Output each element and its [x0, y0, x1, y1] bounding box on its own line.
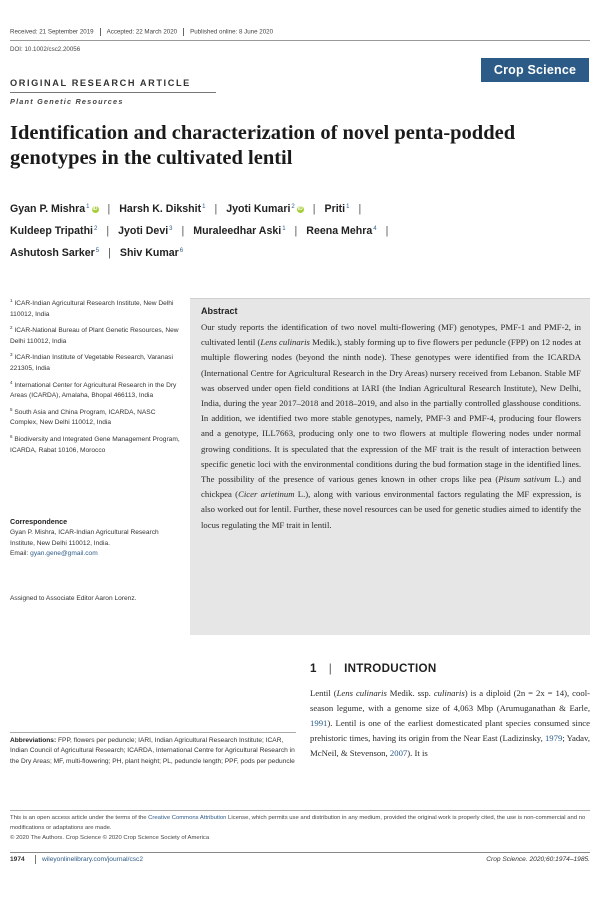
doi[interactable]: DOI: 10.1002/csc2.20056	[10, 46, 81, 53]
abbreviations: Abbreviations: FPP, flowers per peduncle; IARI, Indian Agricultural Research Institute; ICAR, Indian Council of Agricultural Research; ICARDA, International Centre for Agricultural Research in the Dry Areas; MF, multi-flowering; PH, plant height; PL, peduncle length; PPF, pods per peduncle	[10, 737, 295, 765]
article-title: Identification and characterization of novel penta-podded genotypes in the cultivated lentil	[10, 122, 516, 169]
author[interactable]: Kuldeep Tripathi$^2$	[10, 225, 98, 237]
publication-dates	[10, 28, 590, 36]
accepted-date: Accepted: 22 March 2020	[106, 28, 178, 36]
page-number: 1974	[10, 856, 25, 863]
section-name: Plant Genetic Resources	[10, 97, 124, 106]
affiliation: $^2$ ICAR-National Bureau of Plant Genetic Resources, New Delhi 110012, India	[10, 325, 179, 345]
license-divider	[10, 810, 590, 811]
assigned-editor: Assigned to Associate Editor Aaron Lorenz.	[10, 595, 137, 602]
author-list: Gyan P. Mishra$^1$ iD | Harsh K. Dikshit$^1$ | Jyoti Kumari$^2$ iD | Priti$^1$ | Kuldeep Tripathi$^2$ | Jyoti Devi$^3$ | Muraleedhar Aski$^1$ | Reena Mehra$^4$ | Ashutosh Sarker$^5$ | Shiv Kumar$^6$	[10, 203, 389, 259]
introduction-text: Lentil (Lens culinaris Medik. ssp. culinaris) is a diploid (2n = 2x = 14), cool-season legume, with a genome size of 4,063 Mbp (Arumuganathan & Earle, 1991). Lentil is one of the earliest domesticated plant species consumed since prehistoric times, having its origin from the Near East (Ladizinsky, 1979; Yadav, McNeil, & Stevenson, 2007). It is	[310, 688, 590, 759]
footer-divider	[10, 852, 590, 853]
affiliation: $^4$ International Center for Agricultural Research in the Dry Areas (ICARDA), Amalaha, Bhopal 466113, India	[10, 379, 177, 400]
article-type: ORIGINAL RESEARCH ARTICLE	[10, 78, 191, 88]
author[interactable]: Jyoti Kumari$^2$ iD	[226, 203, 303, 215]
abstract-heading: Abstract	[201, 306, 238, 316]
section-heading: 1 | INTRODUCTION	[310, 662, 437, 675]
author[interactable]: Priti$^1$	[324, 203, 350, 215]
citation-link[interactable]: 2007	[389, 748, 408, 759]
journal-citation: Crop Science. 2020;60:1974–1985.	[486, 856, 590, 863]
journal-logo[interactable]: Crop Science	[481, 58, 589, 82]
author[interactable]: Muraleedhar Aski$^1$	[193, 225, 286, 237]
citation-link[interactable]: 1979	[544, 733, 563, 744]
email-link[interactable]: gyan.gene@gmail.com	[30, 550, 98, 558]
orcid-icon[interactable]: iD	[92, 206, 98, 212]
license-link[interactable]: Creative Commons Attribution	[148, 815, 227, 821]
author[interactable]: Jyoti Devi$^3$	[118, 225, 173, 237]
header-divider	[10, 40, 590, 41]
received-date: Received: 21 September 2019	[10, 28, 94, 36]
journal-url[interactable]: wileyonlinelibrary.com/journal/csc2	[42, 856, 144, 863]
author[interactable]: Harsh K. Dikshit$^1$	[119, 203, 206, 215]
affiliation: $^3$ ICAR-Indian Institute of Vegetable Research, Varanasi 221305, India	[10, 352, 173, 372]
affiliations	[10, 296, 180, 459]
author[interactable]: Gyan P. Mishra$^1$ iD	[10, 203, 98, 215]
article-type-divider	[10, 92, 216, 93]
author[interactable]: Ashutosh Sarker$^5$	[10, 247, 100, 259]
footer-separator	[35, 855, 36, 864]
author[interactable]: Reena Mehra$^4$	[306, 225, 377, 237]
author[interactable]: Shiv Kumar$^6$	[119, 247, 184, 259]
copyright: © 2020 The Authors. Crop Science © 2020 Crop Science Society of America	[10, 835, 210, 842]
affiliation: $^1$ ICAR-Indian Agricultural Research Institute, New Delhi 110012, India	[10, 298, 174, 318]
abstract-text: Our study reports the identification of two novel multi-flowering (MF) genotypes, PMF-1 and PMF-2, in cultivated lentil (Lens culinaris Medik.), stably forming up to five flowers per peduncle (FPP) on 12 nodes at multiple flowering nodes (beyond the ninth node). These genotypes were identified from the ICARDA (International Centre for Agricultural Research in the Dry Areas) nursery received from Lebanon. Stable MF was observed under open field conditions at IARI (the Indian Agricultural Research Institute), New Delhi, India, during the year 2017–2018 and 2018–2019, and also in the partially controlled glasshouse conditions. In addition, we identified two more stable genotypes, namely, PMF-3 and PMF-4, producing four flowers and a genotype, ILL7663, producing only one to two flowers at multiple flowering nodes under normal growing conditions. It is speculated that the expression of the MF trait is the result of interaction between specific genetic loci with the environmental conditions during the bud formation stage in the identified lines. The possibility of the presence of various genes known in other crops like pea (Pisum sativum L.) and chickpea (Cicer arietinum L.), along with various environmental factors regulating the MF expression, is also worked out for lentil. Further, these novel resources can be used for genetic studies aimed to identify the locus regulating the MF trait in lentil.	[201, 322, 581, 530]
abbreviations-divider	[10, 732, 296, 733]
affiliation: $^5$ South Asia and China Program, ICARDA, NASC Complex, New Delhi 110012, India	[10, 406, 156, 427]
correspondence: Gyan P. Mishra, ICAR-Indian Agricultural Research Institute, New Delhi 110012, India. Email: gyan.gene@gmail.com	[10, 529, 159, 558]
orcid-icon[interactable]: iD	[297, 206, 303, 212]
affiliation: $^6$ Biodiversity and Integrated Gene Management Program, ICARDA, Rabat 10106, Morocco	[10, 433, 180, 454]
correspondence-heading: Correspondence	[10, 517, 68, 526]
published-date: Published online: 8 June 2020	[190, 28, 274, 36]
license-notice: This is an open access article under the terms of the Creative Commons Attribution License, which permits use and distribution in any medium, provided the original work is properly cited, the use is non-commercial and no modifications or adaptations are made. © 2020 The Authors. Crop Science © 2020 Crop Science Society of America	[10, 815, 586, 842]
citation-link[interactable]: 1991	[310, 718, 328, 729]
